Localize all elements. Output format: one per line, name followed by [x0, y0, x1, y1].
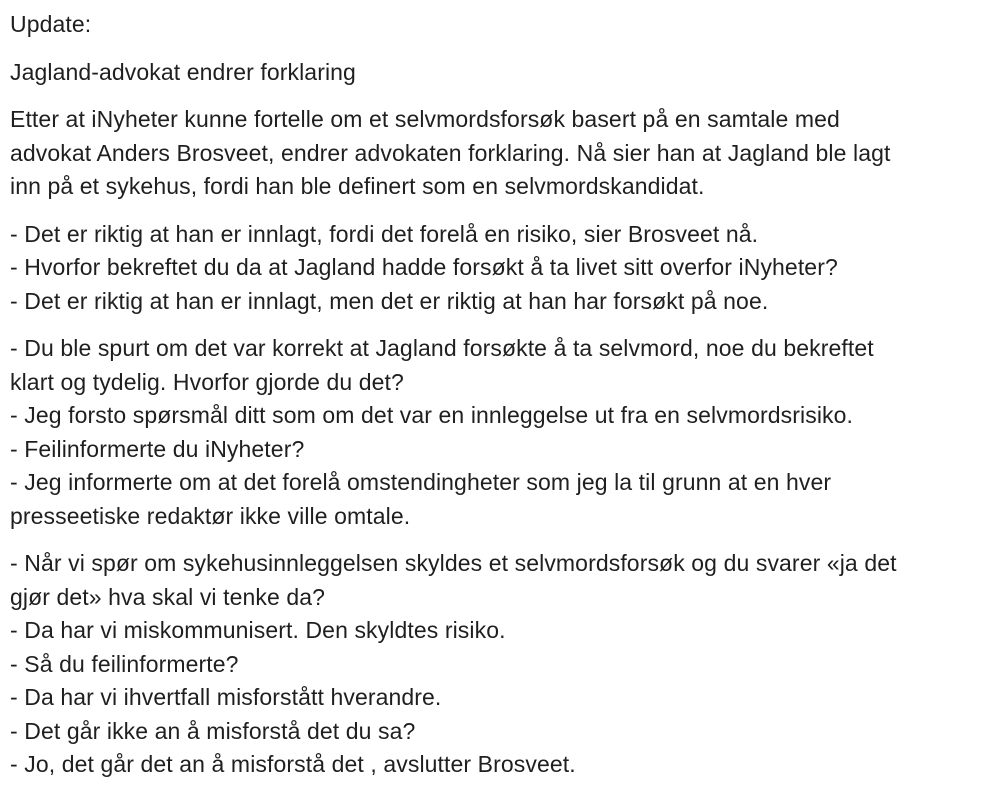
paragraph: Jagland-advokat endrer forklaring: [10, 58, 356, 85]
paragraph: - Når vi spør om sykehusinnleggelsen skyldes et selvmordsforsøk og du svarer «ja det gjør det» hva skal vi tenke da? - Da har vi miskommunisert. Den skyldtes risiko. - Så du feilinformerte? - Da har vi ihvertfall misforstått hverandre. - Det går ikke an å misforstå det du sa? - Jo, det går det an å misforstå det , avslutter Brosveet.: [10, 550, 897, 777]
paragraph: - Det er riktig at han er innlagt, fordi det forelå en risiko, sier Brosveet nå. - Hvorfor bekreftet du da at Jagland hadde forsøkt å ta livet sitt overfor iNyheter? - Det er riktig at han er innlagt, men det er riktig at han har forsøkt på noe.: [10, 220, 838, 314]
paragraph: Update:: [10, 11, 92, 37]
paragraph: - Du ble spurt om det var korrekt at Jagland forsøkte å ta selvmord, noe du bekreftet klart og tydelig. Hvorfor gjorde du det? - Jeg forsto spørsmål ditt som om det var en innleggelse ut fra en selvmordsrisiko. - Feilinformerte du iNyheter? - Jeg informerte om at det forelå omstendingheter som jeg la til grunn at en hver presseetiske redaktør ikke ville omtale.: [10, 335, 874, 529]
paragraph: Etter at iNyheter kunne fortelle om et selvmordsforsøk basert på en samtale med advokat Anders Brosveet, endrer advokaten forklaring. Nå sier han at Jagland ble lagt inn på et sykehus, fordi han ble definert som en selvmordskandidat.: [10, 106, 891, 199]
